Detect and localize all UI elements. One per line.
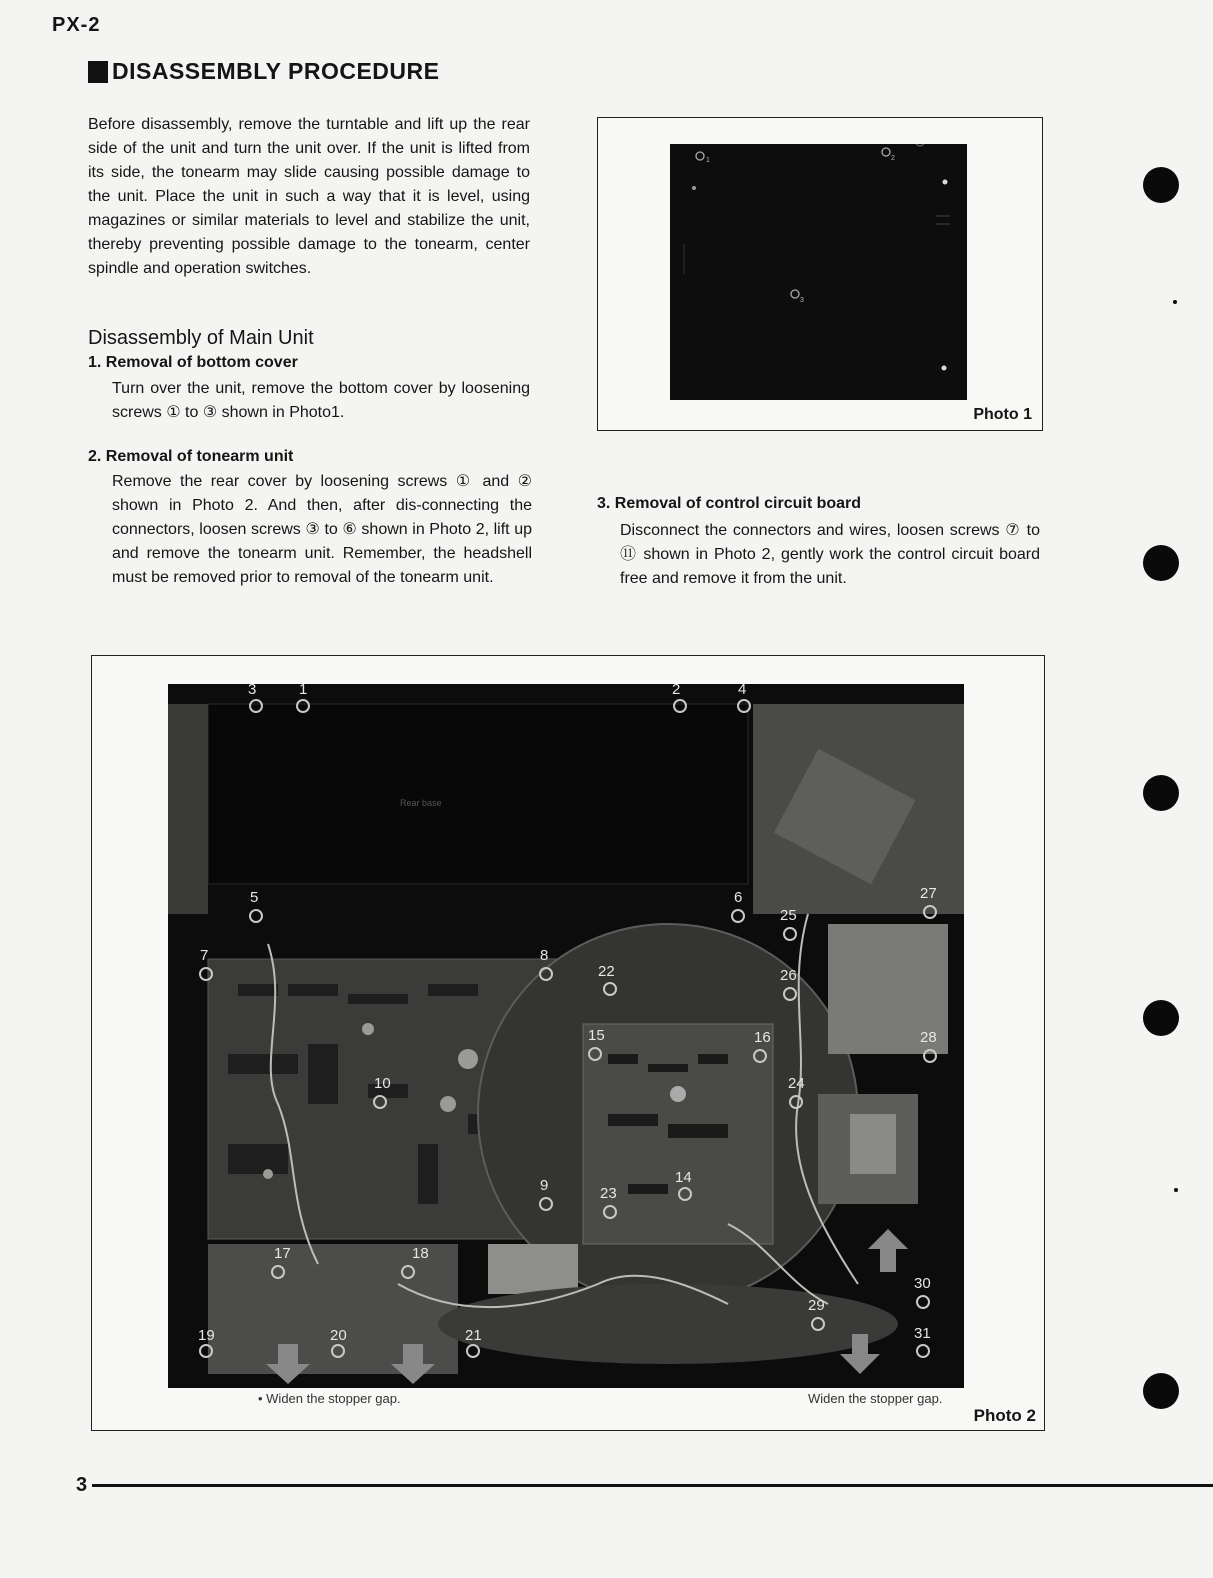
screw-label: 31	[914, 1325, 931, 1342]
step-3-body: Disconnect the connectors and wires, loosen screws ⑦ to ⑪ shown in Photo 2, gently work the control circuit board free and remove it from the unit.	[620, 522, 1040, 587]
binder-hole-icon	[1143, 1373, 1179, 1409]
photo-1-caption: Photo 1	[973, 406, 1032, 423]
photo-1-screw-label: 3	[800, 297, 804, 304]
photo-1-screw-label: 2	[891, 155, 895, 162]
step-1-title: 1. Removal of bottom cover	[88, 354, 298, 371]
screw-label: 19	[198, 1327, 215, 1344]
screw-label: 3	[248, 684, 257, 698]
screw-label: 5	[250, 889, 259, 906]
screw-label: 18	[412, 1245, 429, 1262]
screw-label: 24	[788, 1075, 805, 1092]
stopper-note-left: • Widen the stopper gap.	[258, 1391, 401, 1406]
margin-speck	[1173, 300, 1177, 304]
screw-label: 9	[540, 1177, 549, 1194]
screw-label: 10	[374, 1075, 391, 1092]
binder-hole-icon	[1143, 545, 1179, 581]
screw-label: 23	[600, 1185, 617, 1202]
photo-2-image	[168, 684, 964, 1388]
screw-label: 17	[274, 1245, 291, 1262]
photo-1-screw-label: 1	[706, 157, 710, 164]
subsection-title: Disassembly of Main Unit	[88, 327, 314, 349]
binder-hole-icon	[1143, 167, 1179, 203]
section-heading	[88, 58, 439, 85]
screw-label: 30	[914, 1275, 931, 1292]
screw-label: 20	[330, 1327, 347, 1344]
screw-label: 25	[780, 907, 797, 924]
footer-rule	[92, 1484, 1213, 1487]
heading-square-icon	[88, 61, 108, 83]
screw-label: 8	[540, 947, 549, 964]
screw-label: 16	[754, 1029, 771, 1046]
binder-hole-icon	[1143, 1000, 1179, 1036]
screw-label: 2	[672, 684, 681, 698]
screw-label: 28	[920, 1029, 937, 1046]
photo-2-caption: Photo 2	[973, 1406, 1036, 1425]
screw-label: 29	[808, 1297, 825, 1314]
screw-label: 21	[465, 1327, 482, 1344]
screw-label: 1	[299, 684, 308, 698]
screw-label: 7	[200, 947, 209, 964]
step-1-body: Turn over the unit, remove the bottom cover by loosening screws ① to ③ shown in Photo1.	[112, 380, 530, 421]
heading-text: DISASSEMBLY PROCEDURE	[112, 58, 440, 84]
page-code: PX-2	[52, 14, 101, 36]
screw-label: 4	[738, 684, 747, 698]
photo-1-frame	[597, 117, 1043, 431]
screw-label: 15	[588, 1027, 605, 1044]
step-2-body: Remove the rear cover by loosening screws ① and ② shown in Photo 2. And then, after dis-connecting the connectors, loosen screws ③ to ⑥ shown in Photo 2, lift up and remove the tonearm unit. Remember, the headshell must be removed prior to removal of the tonearm unit.	[112, 473, 532, 586]
photo-2-frame	[91, 655, 1045, 1431]
screw-label: 26	[780, 967, 797, 984]
intro-paragraph: Before disassembly, remove the turntable and lift up the rear side of the unit and turn the unit over. If the unit is lifted from its side, the tonearm may slide causing possible damage to the unit. Place the unit in such a way that it is level, using magazines or similar materials to level and stabilize the unit, thereby preventing possible damage to the tonearm, center spindle and operation switches.	[88, 116, 530, 277]
margin-speck	[1174, 1188, 1178, 1192]
stopper-note-right: Widen the stopper gap.	[808, 1391, 943, 1406]
photo-1-image	[670, 144, 967, 400]
step-3-title: 3. Removal of control circuit board	[597, 495, 862, 512]
binder-hole-icon	[1143, 775, 1179, 811]
screw-label: 6	[734, 889, 743, 906]
rear-base-label: Rear base	[400, 798, 442, 808]
screw-label: 14	[675, 1169, 692, 1186]
screw-label: 27	[920, 885, 937, 902]
page-number: 3	[76, 1474, 88, 1496]
screw-label: 22	[598, 963, 615, 980]
step-2-title: 2. Removal of tonearm unit	[88, 448, 294, 465]
